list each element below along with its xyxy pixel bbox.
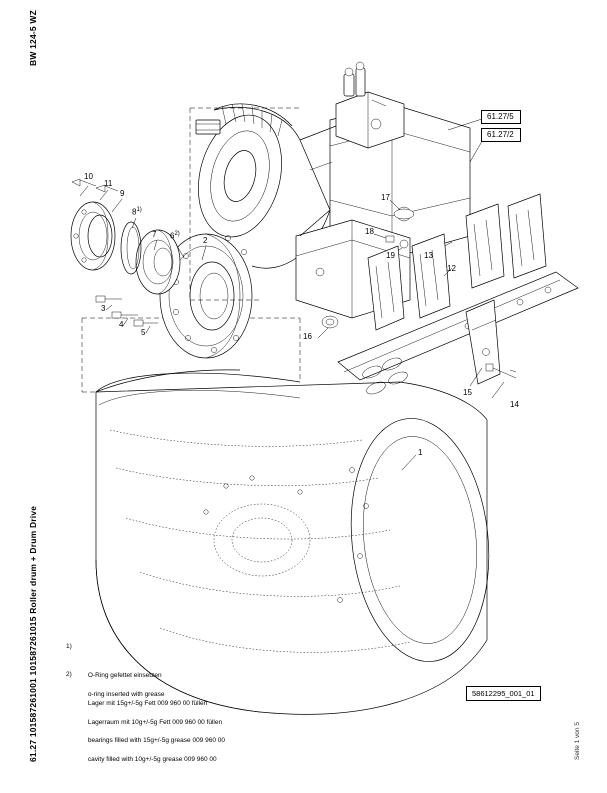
callout-4: 4 [119,320,124,329]
reference-box-6127-2: 61.27/2 [481,128,521,142]
callout-18: 18 [365,227,374,236]
callout-8-label: 8 [132,207,137,217]
callout-13: 13 [424,251,433,260]
note-2-line-2: Lagerraum mit 10g+/-5g Fett 009 960 00 füllen [87,718,223,726]
callout-6-label: 6 [170,231,175,241]
hub-flange-group [71,179,252,358]
note-2-line-1: Lager mit 15g+/-5g Fett 009 960 00 füllen [87,699,208,707]
callout-8 [132,207,142,217]
callout-7: 7 [152,230,157,239]
callout-9: 9 [120,189,125,198]
note-2-line-4: cavity filled with 10g+/-5g grease 009 960 00 [87,756,217,764]
callout-17: 17 [381,193,390,202]
callout-10: 10 [84,172,93,181]
callout-19: 19 [386,251,395,260]
note-2-line-3: bearings filled with 15g+/-5g grease 009 960 00 [87,737,225,745]
footer-page: Seite 1 von 5 [574,722,581,760]
callout-6 [170,231,180,241]
callout-5: 5 [141,328,146,337]
callout-15: 15 [463,388,472,397]
callout-3: 3 [101,304,106,313]
callout-8-sup: 1) [136,207,142,213]
screw-3 [96,296,122,302]
drawing-number-box: 58612295_001_01 [466,686,541,701]
callout-2: 2 [203,236,208,245]
note-1-line-2: o-ring inserted with grease [87,690,165,698]
callout-6-sup: 2) [174,231,180,237]
group-title: 61.27 101587261001 101587261015 Roller drum + Drum Drive [28,505,38,762]
reference-box-6127-5: 61.27/5 [481,110,521,124]
note-2 [66,661,225,793]
note-1-number: 1) [66,643,72,651]
machine-title: BW 124-5 WZ [28,9,38,66]
note-1-line-1: O-Ring gefettet einsetzen [87,671,162,679]
screw-4 [112,312,138,318]
note-2-number: 2) [66,671,72,679]
callout-12: 12 [447,264,456,273]
callout-14: 14 [510,400,519,409]
callout-1: 1 [418,448,423,457]
screw-5 [134,320,158,326]
callout-11: 11 [104,179,113,188]
callout-16: 16 [303,332,312,341]
